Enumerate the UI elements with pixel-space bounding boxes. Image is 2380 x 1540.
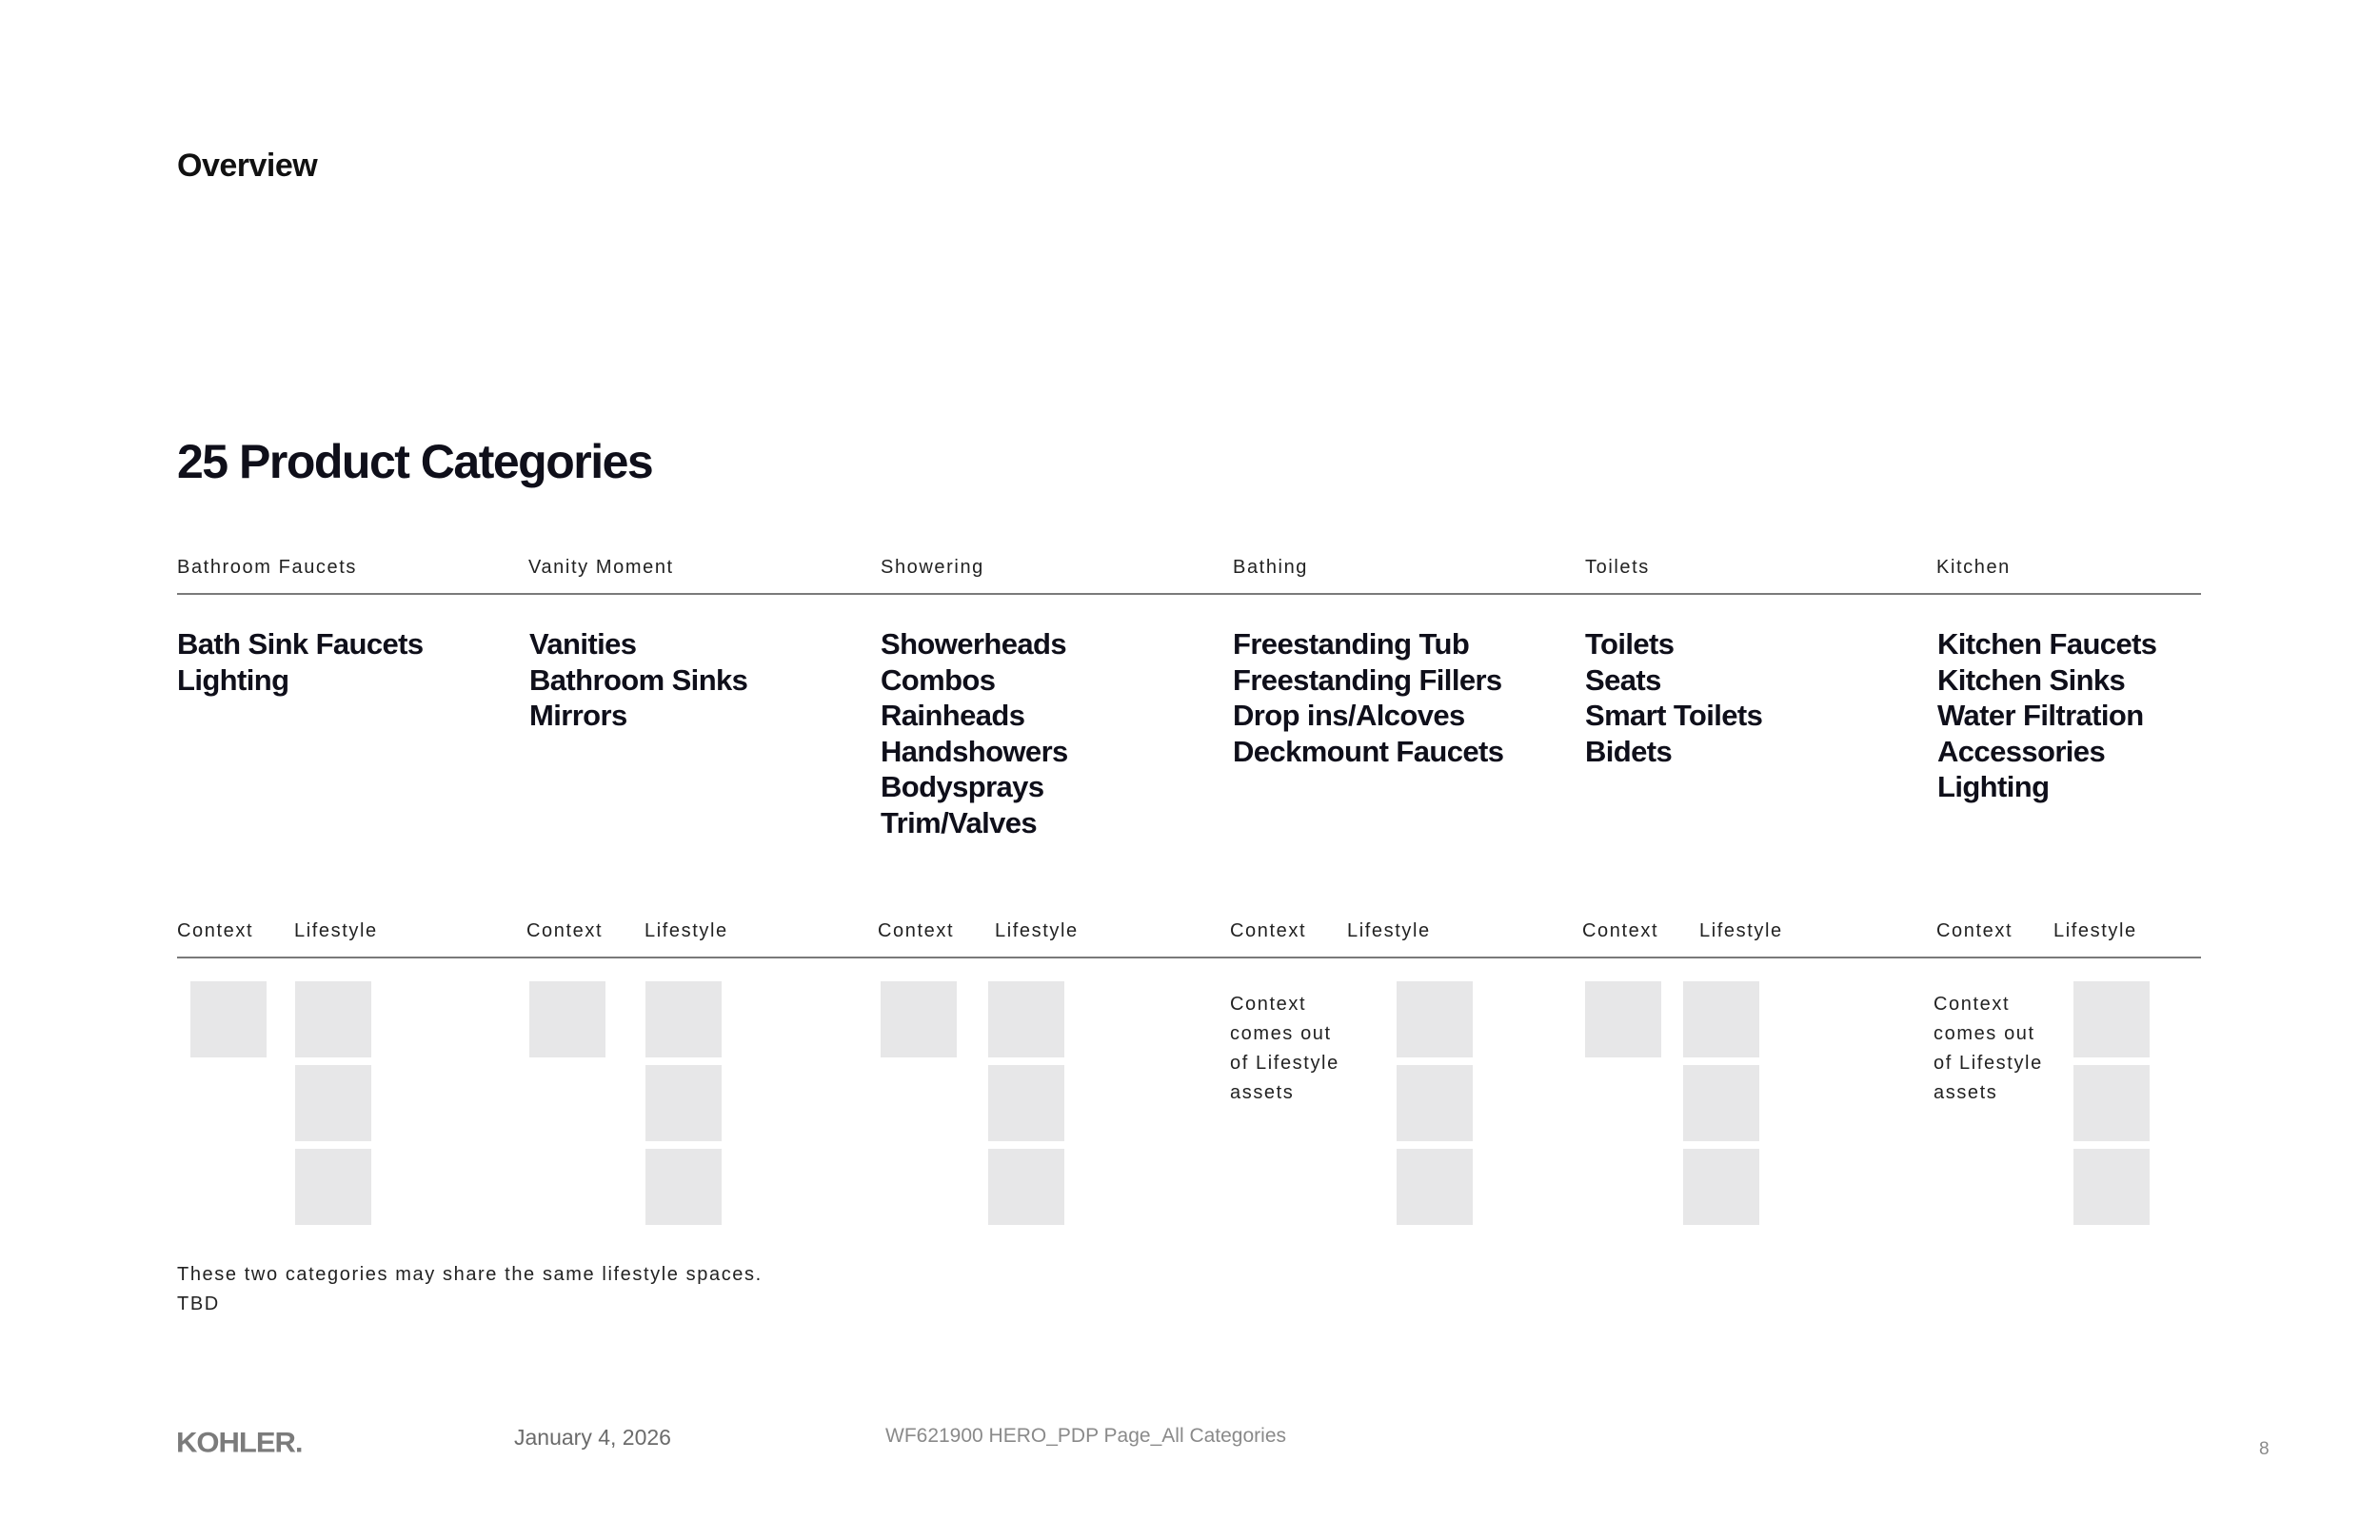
product-item: Drop ins/Alcoves xyxy=(1233,699,1465,732)
category-label-bathroom-faucets: Bathroom Faucets xyxy=(177,557,358,578)
lifestyle-image-placeholder xyxy=(645,981,722,1057)
product-item: Showerheads xyxy=(881,627,1066,661)
category-label-vanity-moment: Vanity Moment xyxy=(528,557,674,578)
lifestyle-image-placeholder xyxy=(2073,981,2150,1057)
product-list-bathroom-faucets xyxy=(177,626,424,698)
product-list-vanity-moment xyxy=(529,626,747,734)
product-item: Kitchen Faucets xyxy=(1937,627,2157,661)
footer-date: January 4, 2026 xyxy=(514,1425,671,1450)
footnote xyxy=(177,1260,763,1319)
lifestyle-image-placeholder xyxy=(645,1149,722,1225)
context-image-placeholder xyxy=(190,981,267,1057)
lifestyle-label: Lifestyle xyxy=(645,920,728,941)
lifestyle-label: Lifestyle xyxy=(294,920,378,941)
product-item: Kitchen Sinks xyxy=(1937,662,2126,697)
lifestyle-label: Lifestyle xyxy=(2053,920,2137,941)
product-item: Combos xyxy=(881,662,996,697)
product-item: Seats xyxy=(1585,662,1661,697)
lifestyle-image-placeholder xyxy=(1683,1065,1759,1141)
product-item: Accessories xyxy=(1937,734,2106,768)
lifestyle-image-placeholder xyxy=(645,1065,722,1141)
kohler-logo: KOHLER. xyxy=(176,1426,303,1459)
lifestyle-image-placeholder xyxy=(988,1149,1064,1225)
product-list-showering xyxy=(881,626,1068,840)
page-heading: 25 Product Categories xyxy=(177,435,653,488)
product-item: Vanities xyxy=(529,627,637,661)
lifestyle-image-placeholder xyxy=(1683,1149,1759,1225)
asset-divider xyxy=(177,957,2201,958)
context-label: Context xyxy=(1230,920,1307,941)
lifestyle-image-placeholder xyxy=(295,1065,371,1141)
lifestyle-image-placeholder xyxy=(988,1065,1064,1141)
lifestyle-image-placeholder xyxy=(1683,981,1759,1057)
context-label: Context xyxy=(1936,920,2013,941)
category-label-kitchen: Kitchen xyxy=(1936,557,2011,578)
product-item: Trim/Valves xyxy=(881,805,1038,839)
lifestyle-label: Lifestyle xyxy=(1699,920,1783,941)
product-item: Smart Toilets xyxy=(1585,699,1763,732)
lifestyle-label: Lifestyle xyxy=(995,920,1079,941)
context-image-placeholder xyxy=(529,981,605,1057)
footnote-line: These two categories may share the same lifestyle spaces. xyxy=(177,1264,763,1285)
page-number: 8 xyxy=(2259,1439,2270,1459)
lifestyle-image-placeholder xyxy=(1397,1065,1473,1141)
context-label: Context xyxy=(878,920,955,941)
lifestyle-image-placeholder xyxy=(1397,1149,1473,1225)
context-label: Context xyxy=(177,920,254,941)
category-label-bathing: Bathing xyxy=(1233,557,1309,578)
product-item: Bath Sink Faucets xyxy=(177,627,424,661)
product-item: Handshowers xyxy=(881,734,1068,768)
product-item: Bidets xyxy=(1585,734,1673,768)
product-list-kitchen xyxy=(1937,626,2156,805)
footnote-line: TBD xyxy=(177,1293,220,1314)
product-list-toilets xyxy=(1585,626,1762,769)
lifestyle-image-placeholder xyxy=(1397,981,1473,1057)
context-note: Context comes out of Lifestyle assets xyxy=(1934,994,2043,1103)
product-item: Mirrors xyxy=(529,699,627,732)
overview-title: Overview xyxy=(177,148,318,184)
lifestyle-image-placeholder xyxy=(295,981,371,1057)
context-image-placeholder xyxy=(881,981,957,1057)
lifestyle-image-placeholder xyxy=(2073,1065,2150,1141)
product-item: Deckmount Faucets xyxy=(1233,734,1504,768)
category-label-toilets: Toilets xyxy=(1585,557,1650,578)
context-label: Context xyxy=(1582,920,1659,941)
footer-document-title: WF621900 HERO_PDP Page_All Categories xyxy=(885,1425,1286,1447)
category-label-showering: Showering xyxy=(881,557,984,578)
product-item: Toilets xyxy=(1585,627,1675,661)
context-label: Context xyxy=(526,920,604,941)
product-item: Lighting xyxy=(1937,770,2050,803)
product-list-bathing xyxy=(1233,626,1503,769)
product-item: Rainheads xyxy=(881,699,1025,732)
product-item: Freestanding Tub xyxy=(1233,627,1470,661)
product-item: Freestanding Fillers xyxy=(1233,662,1502,697)
category-divider xyxy=(177,593,2201,595)
product-item: Lighting xyxy=(177,662,289,697)
product-item: Bathroom Sinks xyxy=(529,662,748,697)
product-item: Water Filtration xyxy=(1937,699,2144,732)
lifestyle-image-placeholder xyxy=(295,1149,371,1225)
lifestyle-image-placeholder xyxy=(988,981,1064,1057)
context-image-placeholder xyxy=(1585,981,1661,1057)
context-note: Context comes out of Lifestyle assets xyxy=(1230,994,1339,1103)
lifestyle-label: Lifestyle xyxy=(1347,920,1431,941)
lifestyle-image-placeholder xyxy=(2073,1149,2150,1225)
product-item: Bodysprays xyxy=(881,770,1044,803)
